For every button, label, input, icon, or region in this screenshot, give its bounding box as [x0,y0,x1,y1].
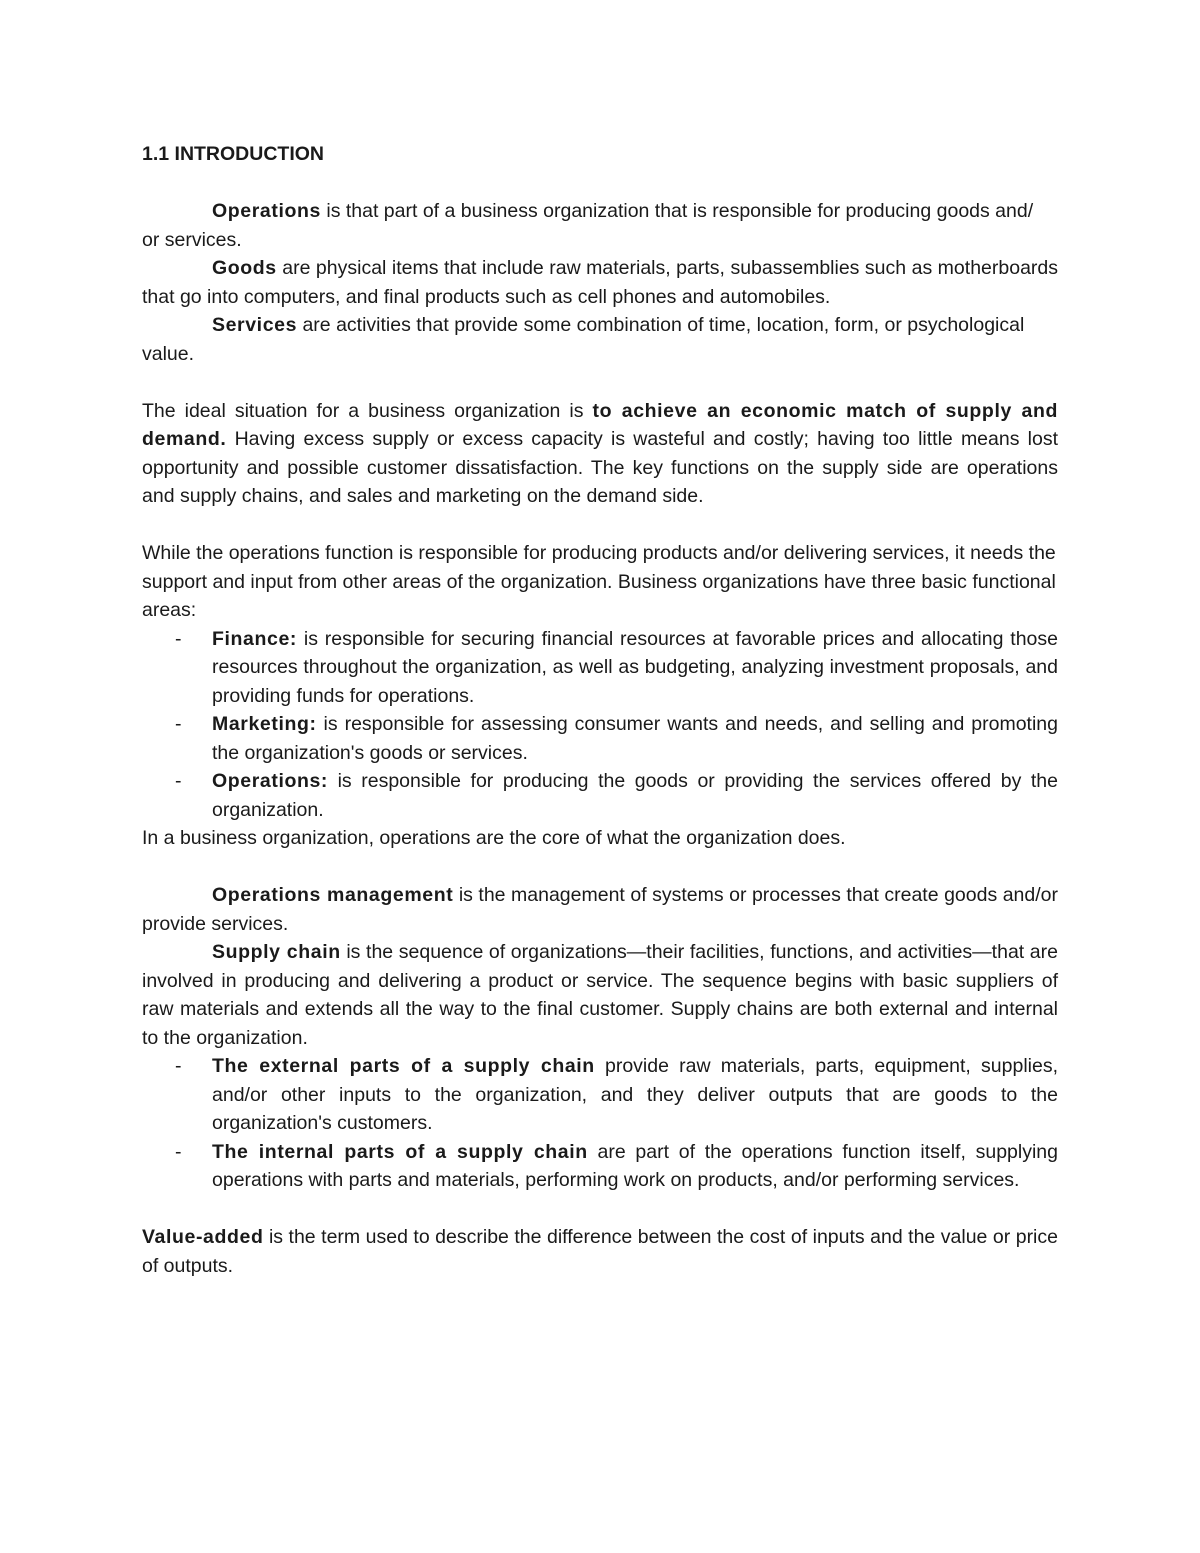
operations-definition-continuation: or services. [142,228,242,251]
ideal-situation-intro: The ideal situation for a business organization is [142,399,593,422]
paragraph-operations-core: In a business organization, operations are the core of what the organization does. [142,827,846,849]
term-internal-parts: The internal parts of a supply chain [212,1140,588,1163]
section-heading: 1.1 INTRODUCTION [142,143,325,165]
term-external-parts: The external parts of a supply chain [212,1055,595,1077]
goods-definition-text: are physical items that include raw materials, parts, subassemblies such as motherboards that go into computers, and final products such as cell phones and automobiles. [142,257,1058,308]
paragraph-services-definition [142,311,1058,340]
services-definition-continuation: value. [142,342,195,365]
term-value-added: Value-added [142,1226,264,1248]
list-item-finance [212,625,1058,711]
document-page [142,140,1058,1280]
term-operations-management: Operations management [212,884,454,906]
marketing-text: is responsible for assessing consumer wants and needs, and selling and promoting the organization's goods or services. [212,713,1058,764]
supply-chain-parts-list [142,1052,1058,1195]
list-item-operations [212,767,1058,824]
term-services: Services [212,314,298,336]
supply-chain-text: is the sequence of organizations—their facilities, functions, and activities—that are involved in producing and delivering a product or service. The sequence begins with basic suppliers of raw materials and extends all the way to the final customer. Supply chains are both external and internal to the organization. [142,941,1058,1049]
paragraph-ideal-situation [142,397,1058,511]
term-operations: Operations [212,200,321,222]
functional-areas-list [142,625,1058,825]
term-marketing: Marketing: [212,713,317,735]
external-parts-text: provide raw materials, parts, equipment, supplies, and/or other inputs to the organization, and they deliver outputs that are goods to the organization's customers. [212,1055,1058,1134]
internal-parts-text: are part of the operations function itself, supplying operations with parts and materials, performing work on products, and/or performing services. [212,1140,1058,1191]
paragraph-operations-definition [142,197,1058,226]
paragraph-value-added [142,1223,1058,1280]
term-operations-area: Operations: [212,770,329,792]
ideal-situation-text: Having excess supply or excess capacity is wasteful and costly; having too little means lost opportunity and possible customer dissatisfaction. The key functions on the supply side are operations and supply chains, and sales and marketing on the demand side. [142,428,1058,507]
paragraph-supply-chain [142,938,1058,1052]
term-goods: Goods [212,257,277,279]
paragraph-operations-management [142,881,1058,938]
list-item-external-parts [212,1052,1058,1138]
paragraph-functional-areas-intro: While the operations function is responsible for producing products and/or delivering services, it needs the support and input from other areas of the organization. Business organizations have three basic functional areas: [142,542,1056,621]
value-added-text: is the term used to describe the difference between the cost of inputs and the value or price of outputs. [142,1226,1058,1277]
term-finance: Finance: [212,627,297,650]
list-item-marketing [212,710,1058,767]
operations-definition-text: is that part of a business organization that is responsible for producing goods and/ [320,200,1034,222]
operations-area-text: is responsible for producing the goods or providing the services offered by the organization. [212,770,1058,821]
paragraph-goods-definition [142,254,1058,311]
services-definition-text: are activities that provide some combination of time, location, form, or psychological [297,314,1025,336]
term-supply-chain: Supply chain [212,941,341,963]
ideal-situation-emphasis: to achieve an economic match of supply and demand. [142,399,1058,450]
operations-management-text: is the management of systems or processes that create goods and/or provide services. [142,884,1058,935]
finance-text: is responsible for securing financial resources at favorable prices and allocating those resources throughout the organization, as well as budgeting, analyzing investment proposals, and providing funds for operations. [212,627,1058,707]
list-item-internal-parts [212,1138,1058,1195]
